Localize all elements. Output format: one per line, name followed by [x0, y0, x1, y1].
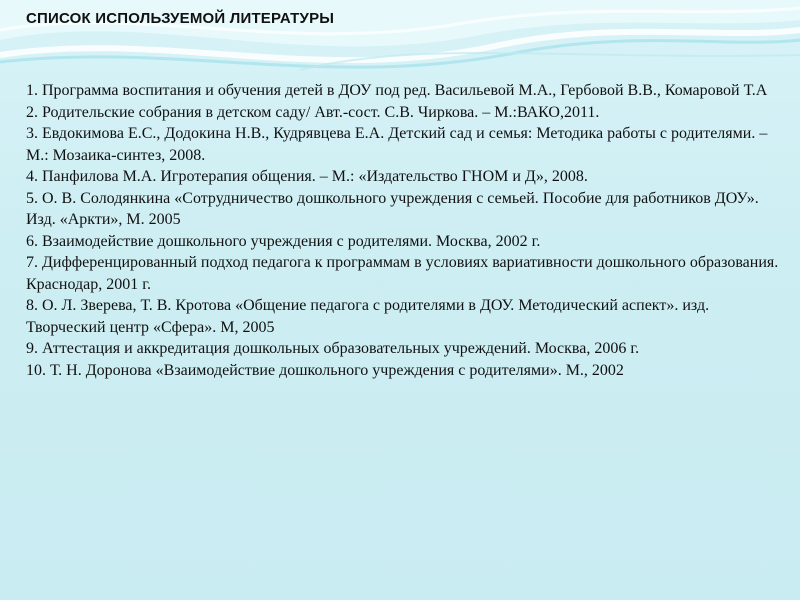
- reference-list: [26, 80, 786, 381]
- reference-item: 5. О. В. Солодянкина «Сотрудничество дошкольного учреждения с семьей. Пособие для работников ДОУ». Изд. «Аркти», М. 2005: [26, 189, 759, 228]
- reference-item: 9. Аттестация и аккредитация дошкольных образовательных учреждений. Москва, 2006 г.: [26, 340, 640, 357]
- reference-item: 1. Программа воспитания и обучения детей в ДОУ под ред. Васильевой М.А., Гербовой В.В., Комаровой Т.А: [26, 82, 768, 99]
- page-title: СПИСОК ИСПОЛЬЗУЕМОЙ ЛИТЕРАТУРЫ: [26, 10, 335, 27]
- reference-item: 3. Евдокимова Е.С., Додокина Н.В., Кудрявцева Е.А. Детский сад и семья: Методика работы с родителями. – М.: Мозаика-синтез, 2008.: [26, 125, 768, 164]
- reference-item: 10. Т. Н. Доронова «Взаимодействие дошкольного учреждения с родителями». М., 2002: [26, 361, 624, 379]
- reference-item: 8. О. Л. Зверева, Т. В. Кротова «Общение педагога с родителями в ДОУ. Методический аспект». изд. Творческий центр «Сфера». М, 2005: [26, 297, 710, 336]
- reference-item: 4. Панфилова М.А. Игротерапия общения. – М.: «Издательство ГНОМ и Д», 2008.: [26, 168, 588, 185]
- reference-item: 2. Родительские собрания в детском саду/ Авт.-сост. С.В. Чиркова. – М.:ВАКО,2011.: [26, 103, 600, 121]
- reference-item: 6. Взаимодействие дошкольного учреждения с родителями. Москва, 2002 г.: [26, 232, 541, 250]
- reference-item: 7. Дифференцированный подход педагога к программам в условиях вариативности дошкольного образования. Краснодар, 2001 г.: [26, 254, 779, 293]
